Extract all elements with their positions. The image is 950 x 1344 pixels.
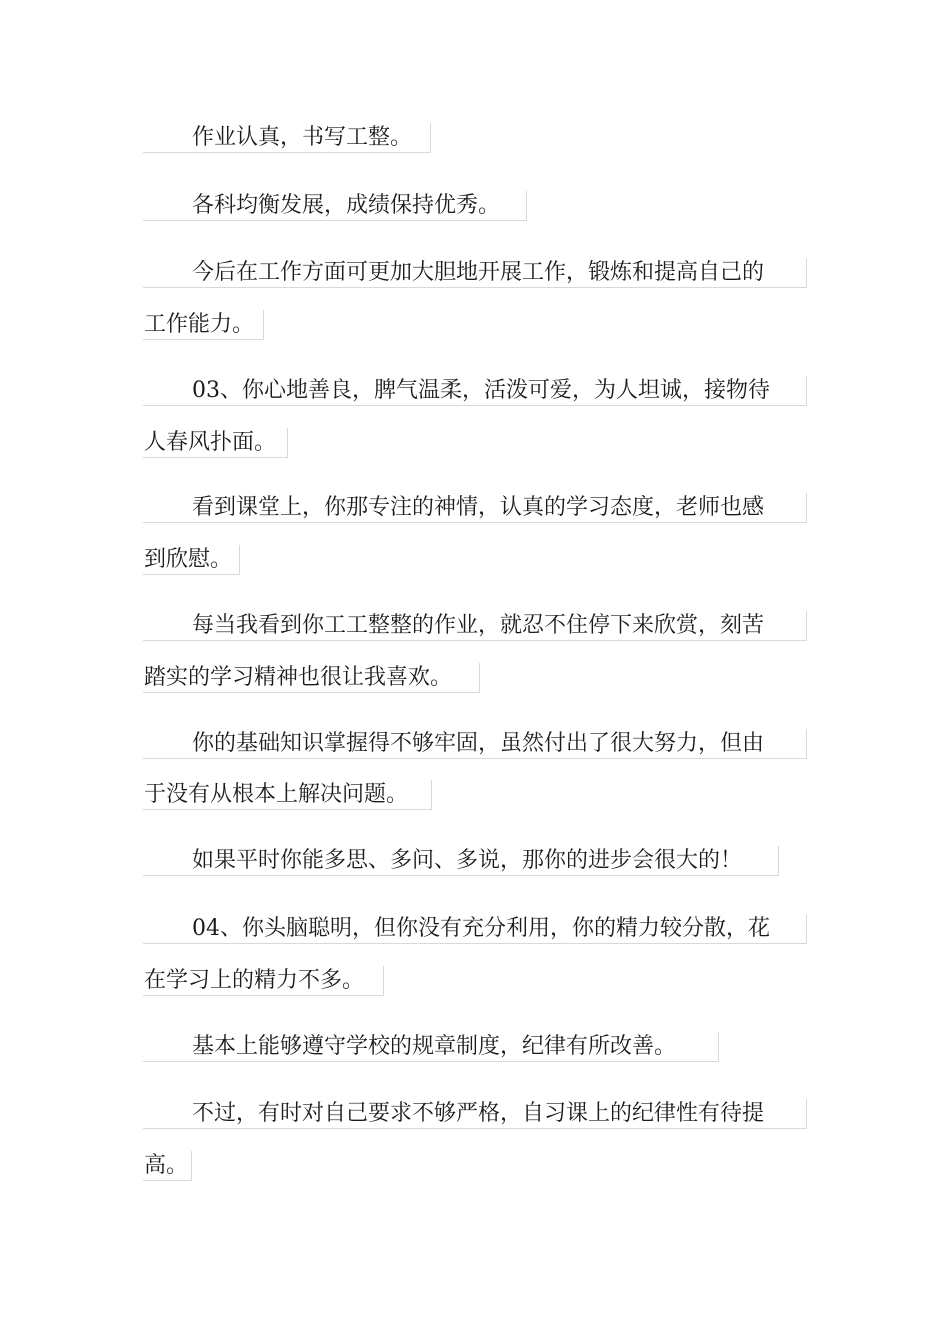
paragraph-3-line-2: 工作能力。 <box>143 310 264 340</box>
paragraph-10-line-1: 基本上能够遵守学校的规章制度，纪律有所改善。 <box>143 1032 719 1062</box>
paragraph-9-line-1: 04、你头脑聪明，但你没有充分利用，你的精力较分散，花 <box>143 914 807 944</box>
paragraph-7-line-1: 你的基础知识掌握得不够牢固，虽然付出了很大努力，但由 <box>143 729 807 759</box>
paragraph-11-line-2: 高。 <box>143 1151 192 1181</box>
paragraph-1-line-1: 作业认真，书写工整。 <box>143 123 431 153</box>
paragraph-4-line-1: 03、你心地善良，脾气温柔，活泼可爱，为人坦诚，接物待 <box>143 376 807 406</box>
paragraph-7-line-2: 于没有从根本上解决问题。 <box>143 780 432 810</box>
paragraph-5-line-2: 到欣慰。 <box>143 545 240 575</box>
paragraph-2-line-1: 各科均衡发展，成绩保持优秀。 <box>143 191 527 221</box>
paragraph-8-line-1: 如果平时你能多思、多问、多说，那你的进步会很大的！ <box>143 846 779 876</box>
paragraph-5-line-1: 看到课堂上，你那专注的神情，认真的学习态度，老师也感 <box>143 493 807 523</box>
paragraph-4-line-2: 人春风扑面。 <box>143 428 288 458</box>
paragraph-11-line-1: 不过，有时对自己要求不够严格，自习课上的纪律性有待提 <box>143 1099 807 1129</box>
paragraph-3-line-1: 今后在工作方面可更加大胆地开展工作，锻炼和提高自己的 <box>143 258 807 288</box>
paragraph-6-line-1: 每当我看到你工工整整的作业，就忍不住停下来欣赏，刻苦 <box>143 611 807 641</box>
paragraph-9-line-2: 在学习上的精力不多。 <box>143 966 384 996</box>
paragraph-6-line-2: 踏实的学习精神也很让我喜欢。 <box>143 663 480 693</box>
